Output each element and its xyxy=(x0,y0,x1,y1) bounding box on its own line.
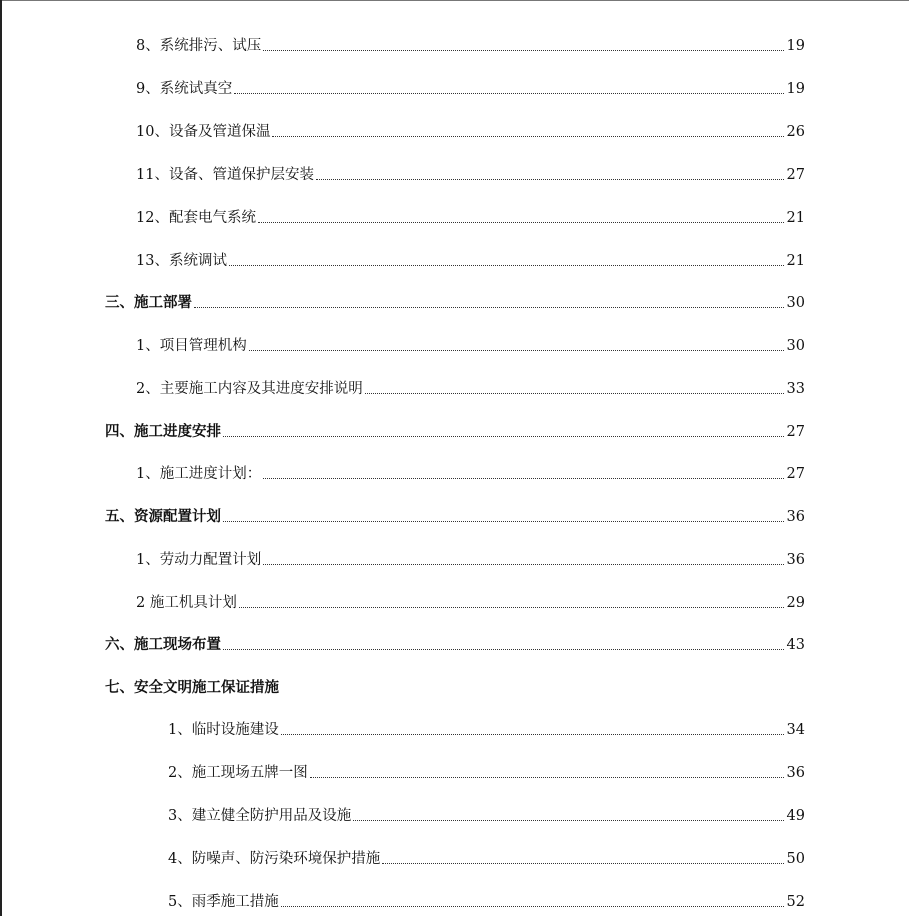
toc-entry[interactable] xyxy=(136,206,805,228)
toc-entry-page-number: 27 xyxy=(786,466,805,482)
toc-entry[interactable] xyxy=(136,462,805,484)
dot-leader xyxy=(353,820,783,821)
toc-entry-label: 1、项目管理机构 xyxy=(136,338,247,354)
toc-entry-label: 六、施工现场布置 xyxy=(105,636,221,653)
toc-entry-page-number: 36 xyxy=(786,509,805,525)
toc-entry-label: 2、施工现场五牌一图 xyxy=(168,765,308,781)
toc-entry-page-number: 30 xyxy=(786,295,805,311)
toc-entry[interactable] xyxy=(168,804,805,826)
toc-entry-page-number: 21 xyxy=(786,210,805,226)
toc-entry[interactable] xyxy=(105,291,805,313)
dot-leader xyxy=(272,136,783,137)
toc-entry-page-number: 27 xyxy=(786,424,805,440)
toc-entry[interactable] xyxy=(168,761,805,783)
dot-leader xyxy=(263,478,783,479)
dot-leader xyxy=(263,50,783,51)
toc-entry[interactable] xyxy=(136,163,805,185)
page-left-edge xyxy=(0,0,2,916)
dot-leader xyxy=(223,436,784,437)
toc-entry[interactable] xyxy=(168,847,805,869)
toc-entry-label: 1、临时设施建设 xyxy=(168,722,279,738)
toc-entry-page-number: 33 xyxy=(786,381,805,397)
dot-leader xyxy=(194,307,784,308)
toc-entry[interactable] xyxy=(136,120,805,142)
dot-leader xyxy=(382,863,783,864)
dot-leader xyxy=(263,564,783,565)
toc-entry-page-number: 43 xyxy=(786,637,805,653)
toc-entry-page-number: 19 xyxy=(786,38,805,54)
dot-leader xyxy=(223,521,784,522)
toc-entry[interactable] xyxy=(136,377,805,399)
toc-entry-page-number: 50 xyxy=(786,851,805,867)
toc-entry-label: 1、劳动力配置计划 xyxy=(136,552,262,568)
toc-entry-page-number: 29 xyxy=(786,595,805,611)
dot-leader xyxy=(249,350,784,351)
toc-entry-page-number: 19 xyxy=(786,81,805,97)
toc-entry-label: 四、施工进度安排 xyxy=(105,423,221,440)
dot-leader xyxy=(281,906,784,907)
toc-entry-page-number: 21 xyxy=(786,253,805,269)
toc-entry-page-number: 30 xyxy=(786,338,805,354)
toc-entry-page-number: 49 xyxy=(786,808,805,824)
toc-entry-label: 8、系统排污、试压 xyxy=(136,38,262,54)
toc-entry[interactable] xyxy=(136,334,805,356)
toc-entry-label: 1、施工进度计划： xyxy=(136,466,262,482)
toc-entry[interactable] xyxy=(105,633,805,655)
toc-entry[interactable] xyxy=(136,249,805,271)
toc-entry-label: 13、系统调试 xyxy=(136,253,227,269)
toc-entry-label: 3、建立健全防护用品及设施 xyxy=(168,808,352,824)
page-top-edge xyxy=(0,0,909,1)
toc-entry[interactable] xyxy=(168,890,805,912)
toc-entry-page-number: 36 xyxy=(786,765,805,781)
toc-entry[interactable] xyxy=(136,77,805,99)
toc-entry-label: 11、设备、管道保护层安装 xyxy=(136,167,314,183)
toc-entry-label: 五、资源配置计划 xyxy=(105,508,221,525)
toc-entry[interactable] xyxy=(136,34,805,56)
toc-entry-label: 4、防噪声、防污染环境保护措施 xyxy=(168,851,381,867)
toc-entry-page-number: 34 xyxy=(786,722,805,738)
toc-entry-label: 9、系统试真空 xyxy=(136,81,233,97)
toc-entry-label: 2、主要施工内容及其进度安排说明 xyxy=(136,381,363,397)
dot-leader xyxy=(223,649,784,650)
toc-entry[interactable] xyxy=(105,505,805,527)
toc-entry-label: 七、安全文明施工保证措施 xyxy=(105,679,279,696)
toc-entry[interactable] xyxy=(105,420,805,442)
toc-entry[interactable] xyxy=(136,548,805,570)
toc-entry-label: 5、雨季施工措施 xyxy=(168,894,279,910)
dot-leader xyxy=(310,777,784,778)
toc-entry-page-number: 36 xyxy=(786,552,805,568)
toc-entry[interactable] xyxy=(136,591,805,613)
dot-leader xyxy=(229,265,784,266)
toc-entry[interactable] xyxy=(105,676,805,698)
dot-leader xyxy=(234,93,783,94)
dot-leader xyxy=(239,607,784,608)
toc-entry-label: 10、设备及管道保温 xyxy=(136,124,271,140)
toc-entry-page-number: 52 xyxy=(786,894,805,910)
dot-leader xyxy=(258,222,784,223)
toc-entry-page-number: 27 xyxy=(786,167,805,183)
toc-entry[interactable] xyxy=(168,718,805,740)
dot-leader xyxy=(281,734,784,735)
toc-entry-label: 12、配套电气系统 xyxy=(136,210,256,226)
toc-entry-label: 三、施工部署 xyxy=(105,294,192,311)
dot-leader xyxy=(316,179,784,180)
toc-entry-page-number: 26 xyxy=(786,124,805,140)
toc-entry-label: 2 施工机具计划 xyxy=(136,595,237,611)
dot-leader xyxy=(365,393,784,394)
